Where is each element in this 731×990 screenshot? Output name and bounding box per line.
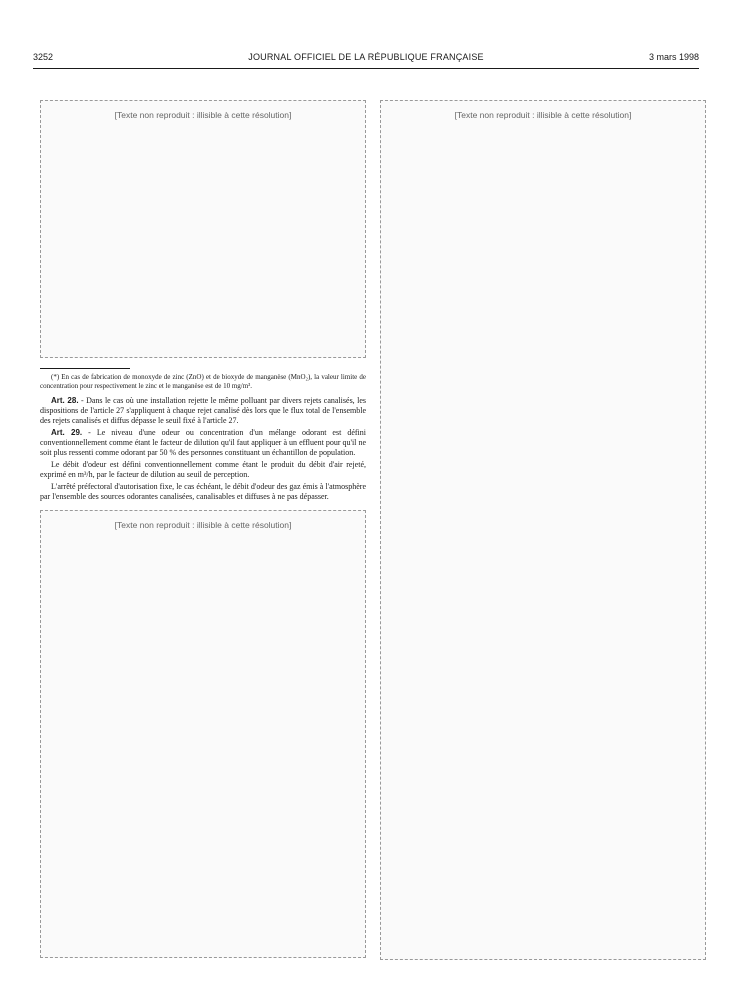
footnote: [40, 373, 366, 390]
right-column: [380, 100, 706, 960]
illegible-text-block: [Texte non reproduit : illisible à cette résolution]: [380, 100, 706, 960]
article-28-label: Art. 28.: [51, 396, 79, 405]
page-header: [33, 52, 699, 66]
illegible-text-block: [Texte non reproduit : illisible à cette résolution]: [40, 100, 366, 358]
article-29-paragraph: Le débit d'odeur est défini conventionnellement comme étant le produit du débit d'air rejeté, exprimé en m³/h, par le facteur de dilution au seuil de perception.: [40, 460, 366, 479]
article-29-paragraph: L'arrêté préfectoral d'autorisation fixe, le cas échéant, le débit d'odeur des gaz émis à l'atmosphère par l'ensemble des sources odorantes canalisées, canalisables et diffuses à ne pas dépasser.: [40, 482, 366, 501]
article-29: [40, 428, 366, 502]
header-rule: [33, 68, 699, 69]
left-column: [40, 100, 366, 958]
article-29-label: Art. 29.: [51, 428, 83, 437]
page-number: 3252: [33, 52, 54, 62]
footnote-rule: [40, 368, 130, 369]
journal-title: JOURNAL OFFICIEL DE LA RÉPUBLIQUE FRANÇAISE: [248, 52, 484, 62]
article-29-text: - Le niveau d'une odeur ou concentration d'un mélange odorant est défini conventionnellement comme étant le facteur de dilution qu'il faut appliquer à un effluent pour qu'il ne soit plus ressenti comme odorant par 50 % des personnes constituant un échantillon de population.: [40, 428, 366, 457]
article-28: [40, 396, 366, 426]
publication-date: 3 mars 1998: [648, 52, 699, 62]
article-28-text: - Dans le cas où une installation rejette le même polluant par divers rejets canalisés, les dispositions de l'article 27 s'appliquent à chaque rejet canalisé dès lors que le flux total de l'ensemble des rejets canalisés et diffus dépasse le seuil fixé à l'article 27.: [40, 396, 367, 425]
footnote-text: (*) En cas de fabrication de monoxyde de zinc (ZnO) et de bioxyde de manganèse (MnO₂), la valeur limite de concentration pour respectivement le zinc et le manganèse est de 10 mg/m³.: [40, 373, 366, 390]
illegible-text-block: [Texte non reproduit : illisible à cette résolution]: [40, 510, 366, 958]
